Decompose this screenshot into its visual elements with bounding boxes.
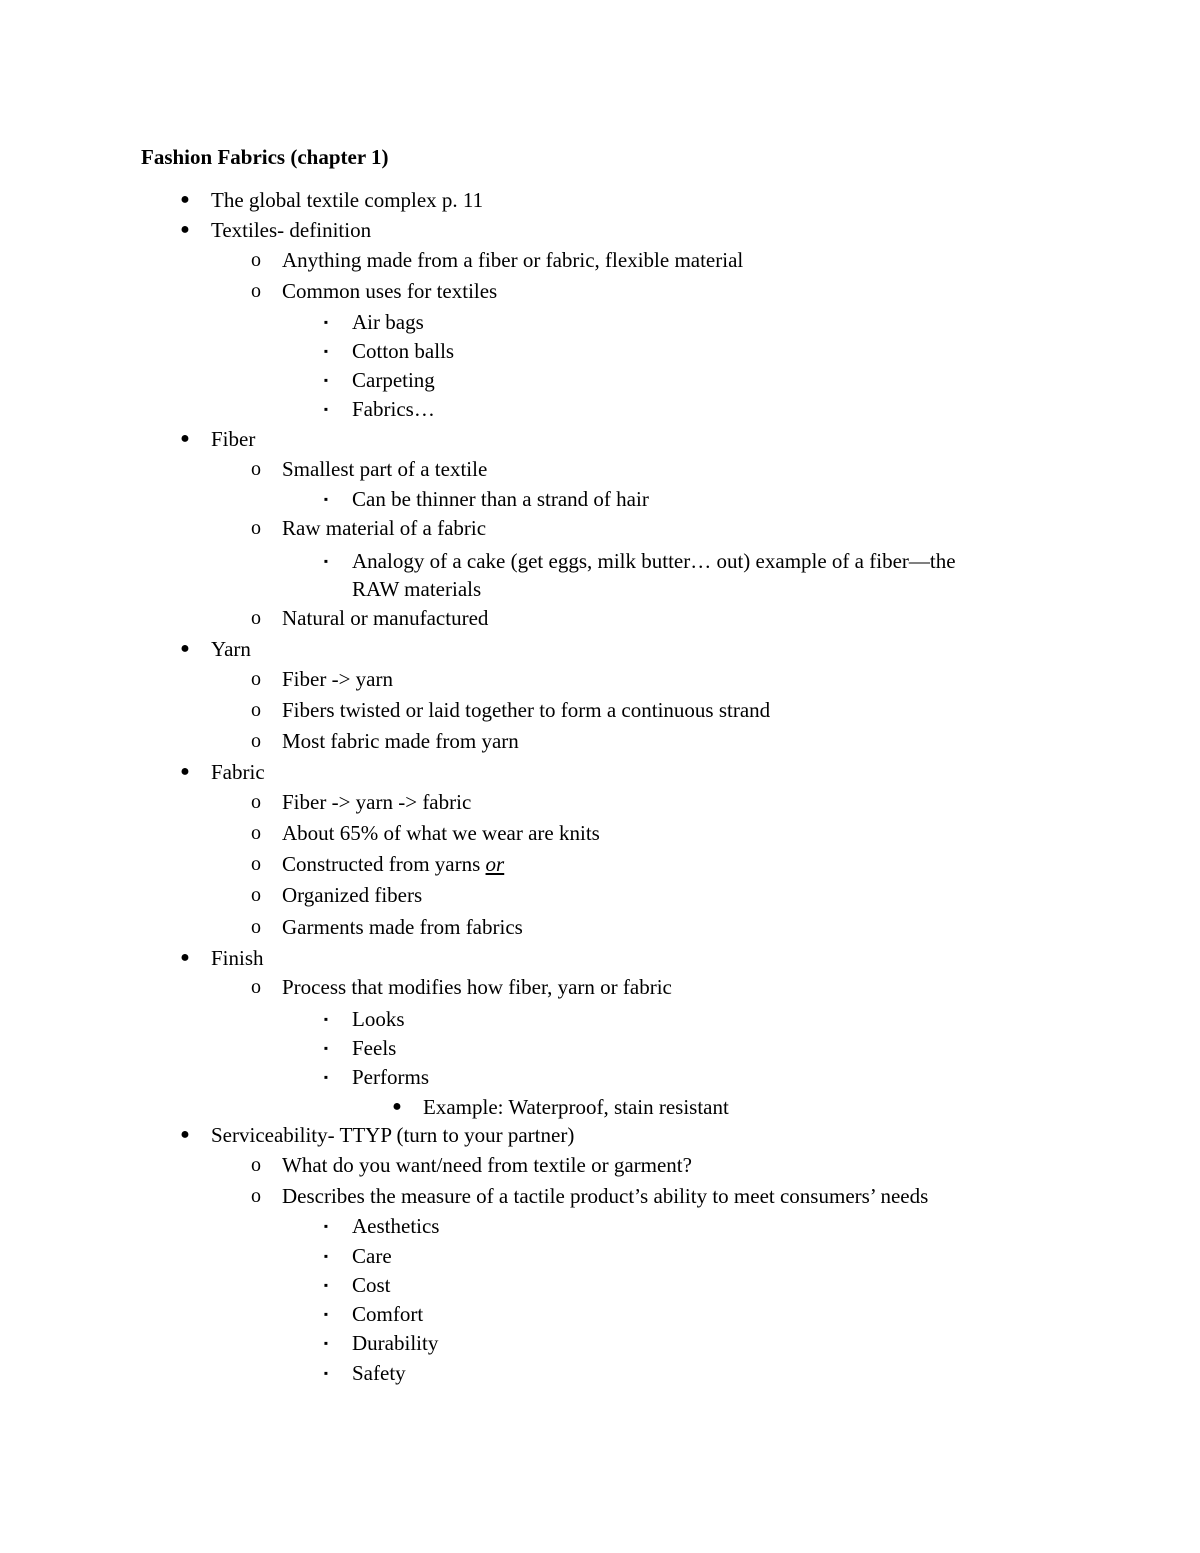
list-item-text: Carpeting xyxy=(352,368,435,392)
list-item-text: About 65% of what we wear are knits xyxy=(282,821,600,845)
bullet-icon: ▪ xyxy=(323,1070,329,1084)
list-item xyxy=(180,186,484,214)
list-item xyxy=(323,1329,439,1357)
list-item xyxy=(323,485,649,513)
list-item-text: The global textile complex p. 11 xyxy=(211,188,484,212)
list-item xyxy=(251,665,393,693)
list-item xyxy=(251,881,423,909)
bullet-icon: o xyxy=(251,249,261,271)
list-item-text: Fiber -> yarn -> fabric xyxy=(282,790,472,814)
list-item xyxy=(251,973,672,1001)
bullet-icon: ▪ xyxy=(323,1012,329,1026)
list-item xyxy=(251,727,519,755)
bullet-icon: o xyxy=(251,1185,261,1207)
list-item xyxy=(323,395,435,423)
list-item-text: Process that modifies how fiber, yarn or fabric xyxy=(282,975,672,999)
list-item-text: Anything made from a fiber or fabric, flexible material xyxy=(282,248,744,272)
list-item-text: Cost xyxy=(352,1273,391,1297)
list-item xyxy=(392,1093,729,1121)
bullet-icon: ▪ xyxy=(323,1249,329,1263)
list-item xyxy=(323,1271,391,1299)
bullet-icon: o xyxy=(251,280,261,302)
list-item xyxy=(251,913,523,941)
list-item-text: Safety xyxy=(352,1361,406,1385)
list-item-text: Describes the measure of a tactile product’s ability to meet consumers’ needs xyxy=(282,1184,929,1208)
list-item xyxy=(251,1182,929,1210)
document-title: Fashion Fabrics (chapter 1) xyxy=(141,145,389,169)
list-item xyxy=(180,758,265,786)
bullet-icon: o xyxy=(251,699,261,721)
list-item-text: Performs xyxy=(352,1065,429,1089)
list-item-text: Most fabric made from yarn xyxy=(282,729,519,753)
bullet-icon: ▪ xyxy=(323,315,329,329)
bullet-icon: ● xyxy=(180,221,190,238)
list-item-text: Fiber xyxy=(211,427,256,451)
emphasized-word: or xyxy=(485,852,505,876)
bullet-icon: ▪ xyxy=(323,344,329,358)
list-item-text: Cotton balls xyxy=(352,339,455,363)
list-item-text: Garments made from fabrics xyxy=(282,915,523,939)
list-item xyxy=(180,1121,575,1149)
bullet-icon: ● xyxy=(180,763,190,780)
bullet-icon: ● xyxy=(180,640,190,657)
list-item xyxy=(251,819,600,847)
list-item-text: Feels xyxy=(352,1036,397,1060)
list-item-text: Serviceability- TTYP (turn to your partner) xyxy=(211,1123,575,1147)
bullet-icon: ▪ xyxy=(323,1366,329,1380)
list-item xyxy=(180,635,251,663)
bullet-icon: o xyxy=(251,853,261,875)
bullet-icon: o xyxy=(251,916,261,938)
list-item xyxy=(323,1005,405,1033)
list-item-text: Can be thinner than a strand of hair xyxy=(352,487,649,511)
list-item xyxy=(323,547,956,603)
list-item-text: Example: Waterproof, stain resistant xyxy=(423,1095,729,1119)
bullet-icon: ▪ xyxy=(323,402,329,416)
list-item xyxy=(180,216,372,244)
list-item xyxy=(323,366,435,394)
bullet-icon: ▪ xyxy=(323,1278,329,1292)
list-item-text: Care xyxy=(352,1244,392,1268)
bullet-icon: ▪ xyxy=(323,492,329,506)
list-item-text: Aesthetics xyxy=(352,1214,440,1238)
list-item xyxy=(323,1359,406,1387)
list-item-text: Smallest part of a textile xyxy=(282,457,488,481)
bullet-icon: o xyxy=(251,1154,261,1176)
bullet-icon: o xyxy=(251,976,261,998)
list-item-text: Looks xyxy=(352,1007,405,1031)
bullet-icon: o xyxy=(251,607,261,629)
list-item-text: Durability xyxy=(352,1331,439,1355)
bullet-icon: o xyxy=(251,517,261,539)
list-item-continuation: RAW materials xyxy=(352,577,482,601)
list-item-text: Fiber -> yarn xyxy=(282,667,393,691)
bullet-icon: o xyxy=(251,730,261,752)
bullet-icon: o xyxy=(251,791,261,813)
list-item xyxy=(251,696,771,724)
list-item xyxy=(251,514,487,542)
list-item xyxy=(251,277,498,305)
bullet-icon: o xyxy=(251,458,261,480)
list-item xyxy=(323,1300,424,1328)
bullet-icon: o xyxy=(251,884,261,906)
list-item xyxy=(323,337,455,365)
bullet-icon: ▪ xyxy=(323,1307,329,1321)
list-item-text: Raw material of a fabric xyxy=(282,516,487,540)
list-item-text: What do you want/need from textile or garment? xyxy=(282,1153,692,1177)
list-item-text: Analogy of a cake (get eggs, milk butter… out) example of a fiber—the xyxy=(352,549,956,573)
bullet-icon: ▪ xyxy=(323,554,329,568)
list-item xyxy=(323,308,424,336)
bullet-icon: ▪ xyxy=(323,1219,329,1233)
list-item xyxy=(251,788,472,816)
list-item-text: Textiles- definition xyxy=(211,218,372,242)
list-item-text: Organized fibers xyxy=(282,883,423,907)
list-item-text: Fabrics… xyxy=(352,397,435,421)
list-item xyxy=(180,944,264,972)
bullet-icon: ● xyxy=(392,1098,402,1115)
list-item xyxy=(251,850,505,878)
list-item-text: Fabric xyxy=(211,760,265,784)
bullet-icon: o xyxy=(251,822,261,844)
list-item-text: Air bags xyxy=(352,310,424,334)
list-item xyxy=(251,246,744,274)
list-item xyxy=(323,1034,397,1062)
list-item-text: Common uses for textiles xyxy=(282,279,498,303)
bullet-icon: ● xyxy=(180,191,190,208)
list-item-text: Finish xyxy=(211,946,264,970)
bullet-icon: ● xyxy=(180,1126,190,1143)
bullet-icon: ▪ xyxy=(323,1041,329,1055)
bullet-icon: ● xyxy=(180,949,190,966)
list-item xyxy=(251,604,489,632)
list-item-text: Comfort xyxy=(352,1302,424,1326)
list-item xyxy=(323,1212,440,1240)
bullet-icon: o xyxy=(251,668,261,690)
list-item-text: Yarn xyxy=(211,637,251,661)
list-item xyxy=(323,1242,392,1270)
list-item xyxy=(323,1063,429,1091)
list-item-text: Fibers twisted or laid together to form a continuous strand xyxy=(282,698,771,722)
bullet-icon: ▪ xyxy=(323,1336,329,1350)
list-item xyxy=(251,1151,692,1179)
list-item xyxy=(180,425,256,453)
list-item xyxy=(251,455,488,483)
bullet-icon: ● xyxy=(180,430,190,447)
list-item-text: Natural or manufactured xyxy=(282,606,489,630)
list-item-text: Constructed from yarns xyxy=(282,852,486,876)
bullet-icon: ▪ xyxy=(323,373,329,387)
